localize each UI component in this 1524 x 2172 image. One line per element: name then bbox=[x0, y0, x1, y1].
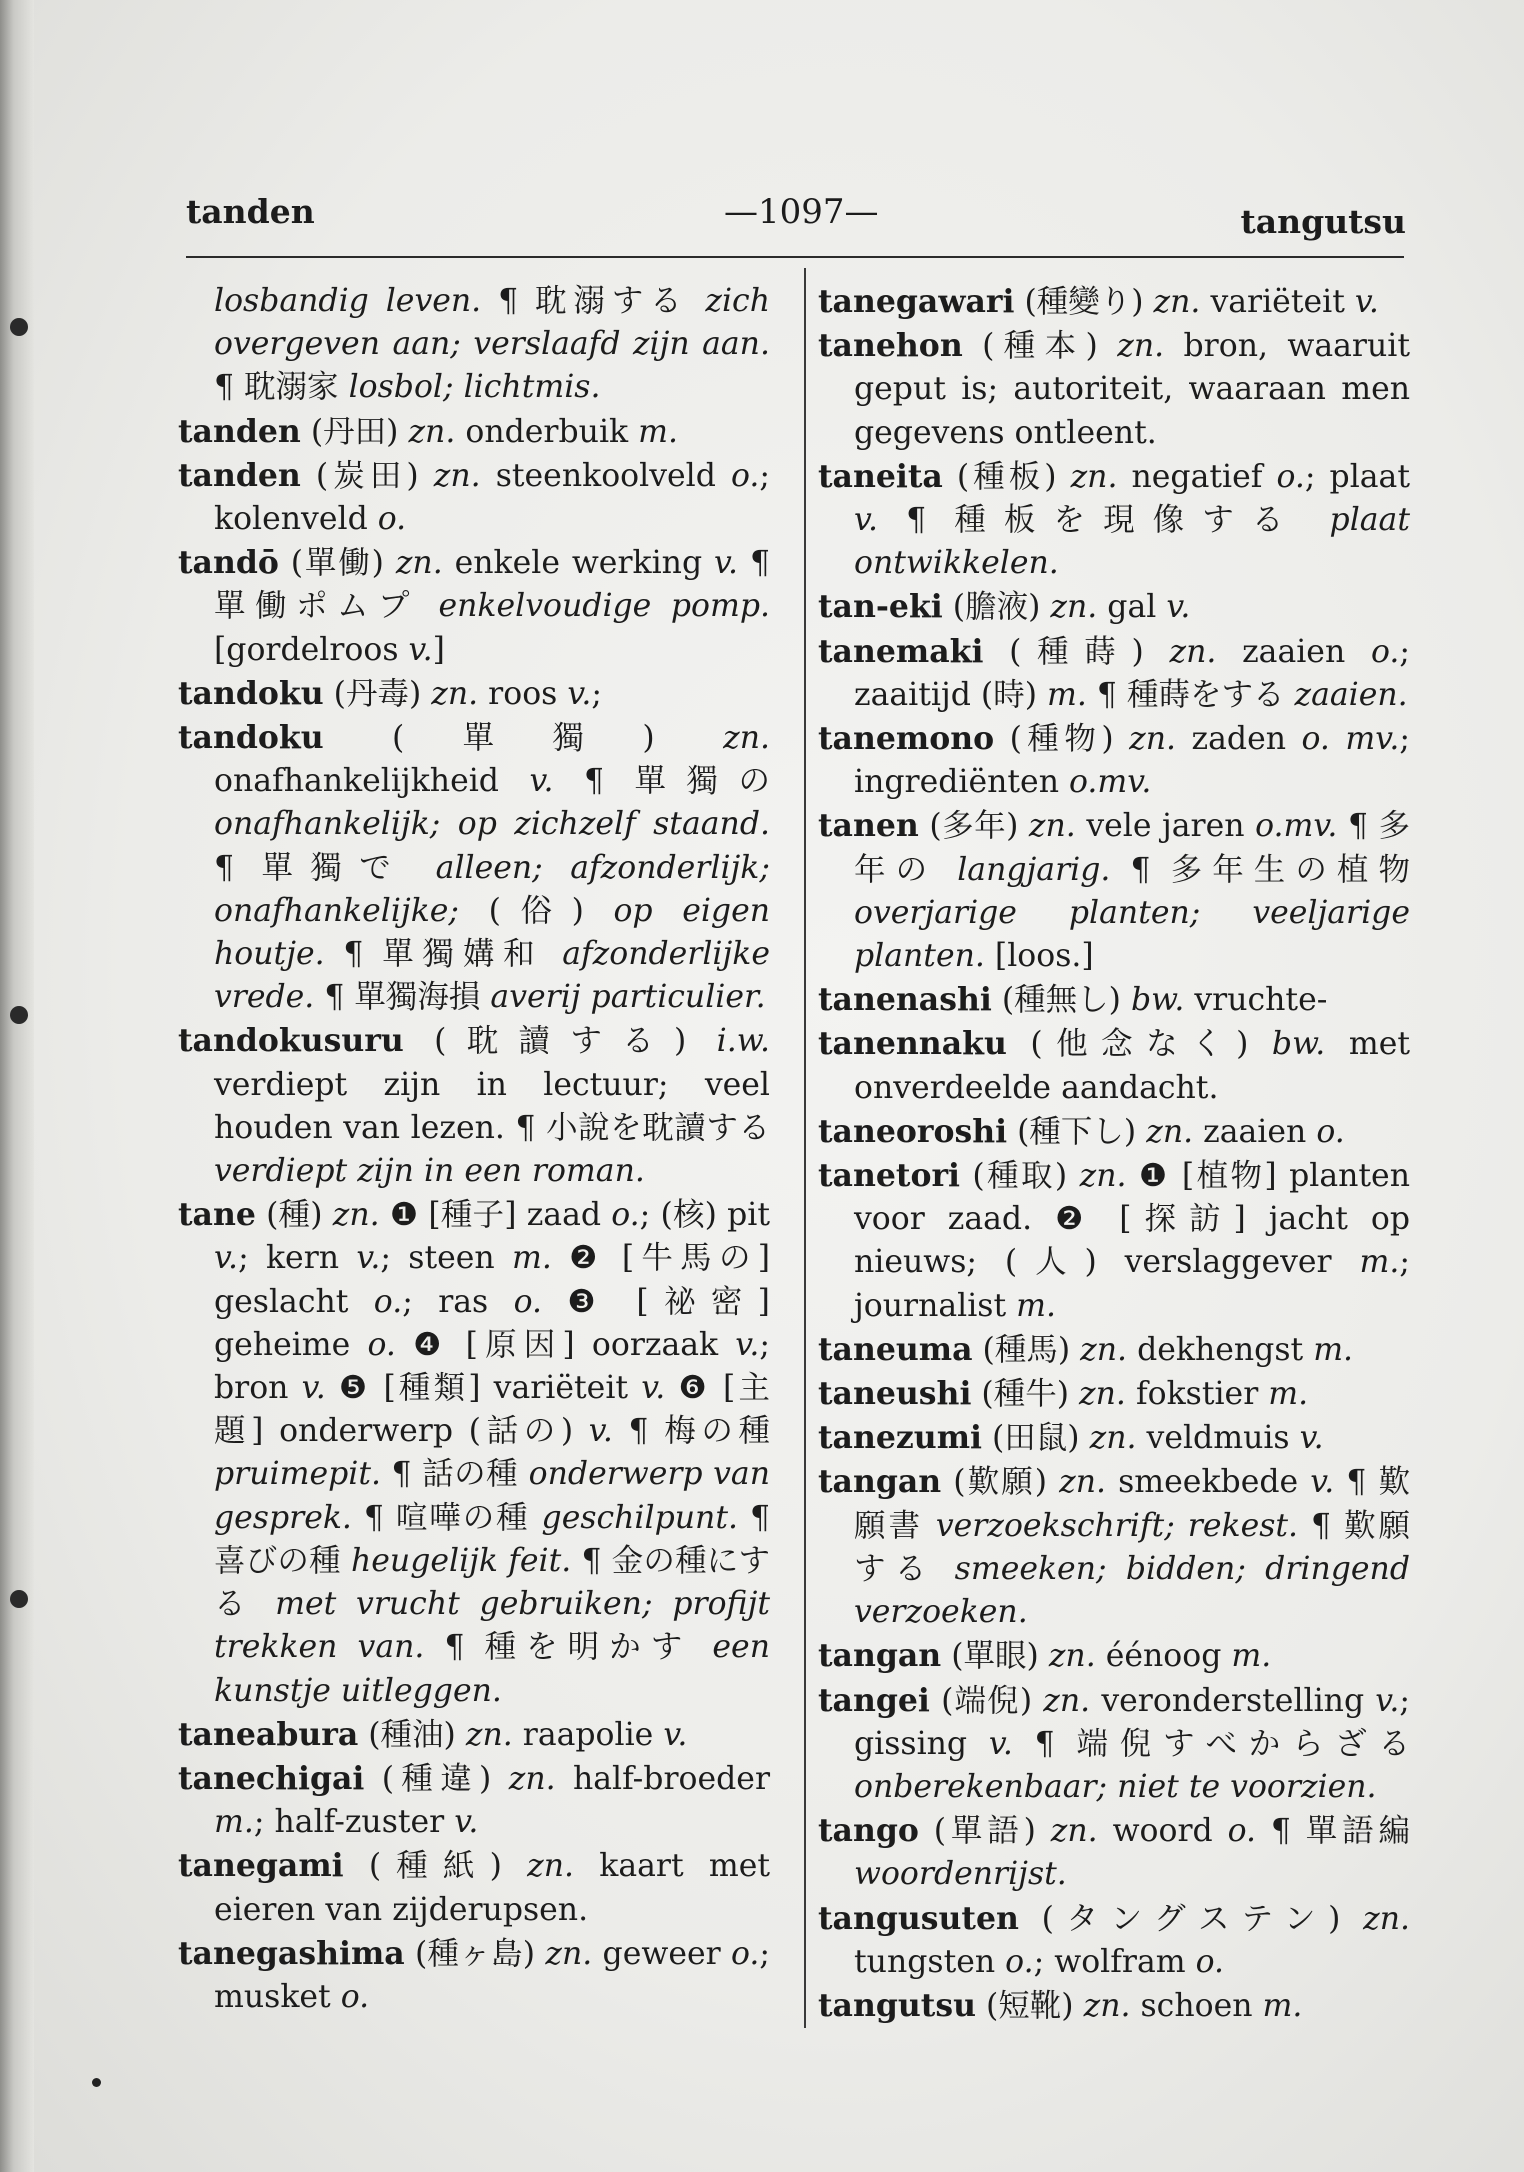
left-column bbox=[178, 280, 770, 2019]
binding-hole bbox=[10, 1006, 28, 1024]
dictionary-entry: taneoroshi (種下し) zn. zaaien o. bbox=[818, 1112, 1345, 1150]
ink-speck bbox=[92, 2078, 101, 2087]
dictionary-entry: tanehon (種本) zn. bron, waaruit geput is; autoriteit, waaraan men gegevens ontleent. bbox=[818, 327, 1410, 451]
dictionary-entry: taneabura (種油) zn. raapolie v. bbox=[178, 1715, 688, 1753]
dictionary-entry: tandō (單働) zn. enkele werking v. ¶ 單働ポムプ enkelvoudige pomp. [gordelroos v.] bbox=[178, 544, 771, 668]
binding-hole bbox=[10, 318, 28, 336]
dictionary-entry: taneushi (種牛) zn. fokstier m. bbox=[818, 1375, 1309, 1413]
right-column bbox=[818, 280, 1410, 2028]
dictionary-entry: tanegami (種紙) zn. kaart met eieren van zijderupsen. bbox=[178, 1847, 771, 1928]
dictionary-entry: tanen (多年) zn. vele jaren o.mv. ¶ 多年の langjarig. ¶ 多年生の植物 overjarige planten; veeljarige planten. [loos.] bbox=[818, 807, 1411, 975]
dictionary-entry: tangei (端倪) zn. veronderstelling v.; gissing v. ¶ 端倪すべからざる onberekenbaar; niet te voorzien. bbox=[818, 1681, 1410, 1805]
dictionary-entry: tangan (歎願) zn. smeekbede v. ¶ 歎願書 verzoekschrift; rekest. ¶ 歎願する smeeken; bidden; dringend verzoeken. bbox=[818, 1463, 1411, 1631]
dictionary-entry: tandoku (丹毒) zn. roos v.; bbox=[178, 674, 603, 712]
binding-hole bbox=[10, 1590, 28, 1608]
dictionary-entry: losbandig leven. ¶ 耽溺する zich overgeven aan; verslaafd zijn aan. ¶ 耽溺家 losbol; lichtmis. bbox=[214, 283, 770, 406]
page-number: —1097— bbox=[724, 192, 879, 232]
column-divider bbox=[804, 268, 806, 2028]
dictionary-entry: tanezumi (田鼠) zn. veldmuis v. bbox=[818, 1419, 1324, 1457]
dictionary-entry: tangan (單眼) zn. éénoog m. bbox=[818, 1637, 1272, 1675]
dictionary-entry: tanden (丹田) zn. onderbuik m. bbox=[178, 412, 679, 450]
header-left-headword: tanden bbox=[186, 192, 315, 231]
dictionary-entry: tangutsu (短靴) zn. schoen m. bbox=[818, 1986, 1303, 2024]
dictionary-entry: tandoku (單獨) zn. onafhankelijkheid v. ¶ 單獨の onafhankelijk; op zichzelf staand. ¶ 單獨で alleen; afzonderlijk; onafhankelijke; (俗) op eigen houtje. ¶ 單獨媾和 afzonderlijke vrede. ¶ 單獨海損 averij particulier. bbox=[178, 719, 770, 1016]
dictionary-entry: tanden (炭田) zn. steenkoolveld o.; kolenveld o. bbox=[178, 456, 771, 538]
dictionary-entry: tandokusuru (耽讀する) i.w. verdiept zijn in lectuur; veel houden van lezen. ¶ 小說を耽讀する verdiept zijn in een roman. bbox=[178, 1022, 770, 1190]
dictionary-entry: tanechigai (種違) zn. half-broeder m.; half-zuster v. bbox=[178, 1759, 771, 1841]
dictionary-entry: tangusuten (タングステン) zn. tungsten o.; wolfram o. bbox=[818, 1899, 1410, 1980]
dictionary-entry: taneuma (種馬) zn. dekhengst m. bbox=[818, 1330, 1354, 1368]
dictionary-entry: tanenashi (種無し) bw. vruchte- bbox=[818, 981, 1328, 1019]
page-binding bbox=[0, 0, 34, 2172]
dictionary-entry: tanegawari (種變り) zn. variëteit v. bbox=[818, 283, 1379, 320]
dictionary-entry: tane (種) zn. ❶ [種子] zaad o.; (核) pit v.; kern v.; steen m. ❷ [牛馬の] geslacht o.; ras o. ❸ [祕密] geheime o. ❹ [原因] oorzaak v.; bron v. ❺ [種類] variëteit v. ❻ [主題] onderwerp (話の) v. ¶ 梅の種 pruimepit. ¶ 話の種 onderwerp van gesprek. ¶ 喧嘩の種 geschilpunt. ¶ 喜びの種 heugelijk feit. ¶ 金の種にする met vrucht gebruiken; profijt trekken van. ¶ 種を明かす een kunstje uitleggen. bbox=[178, 1196, 770, 1709]
dictionary-entry: tanetori (種取) zn. ❶ [植物] planten voor zaad. ❷ [探訪] jacht op nieuws; (人) verslaggever m.; journalist m. bbox=[818, 1157, 1410, 1324]
header-right-headword: tangutsu bbox=[1240, 202, 1406, 241]
dictionary-entry: tanennaku (他念なく) bw. met onverdeelde aandacht. bbox=[818, 1025, 1411, 1106]
dictionary-entry: taneita (種板) zn. negatief o.; plaat v. ¶ 種板を現像する plaat ontwikkelen. bbox=[818, 457, 1410, 582]
dictionary-entry: tanemono (種物) zn. zaden o. mv.; ingrediënten o.mv. bbox=[818, 720, 1410, 801]
dictionary-entry: tango (單語) zn. woord o. ¶ 單語編 woordenrijst. bbox=[818, 1812, 1410, 1893]
dictionary-entry: tanegashima (種ヶ島) zn. geweer o.; musket o. bbox=[178, 1934, 771, 2015]
header-rule bbox=[186, 256, 1404, 258]
page-header bbox=[0, 192, 1524, 252]
dictionary-entry: tanemaki (種蒔) zn. zaaien o.; zaaitijd (時) m. ¶ 種蒔をする zaaien. bbox=[818, 632, 1410, 713]
dictionary-entry: tan-eki (膽液) zn. gal v. bbox=[818, 588, 1191, 626]
